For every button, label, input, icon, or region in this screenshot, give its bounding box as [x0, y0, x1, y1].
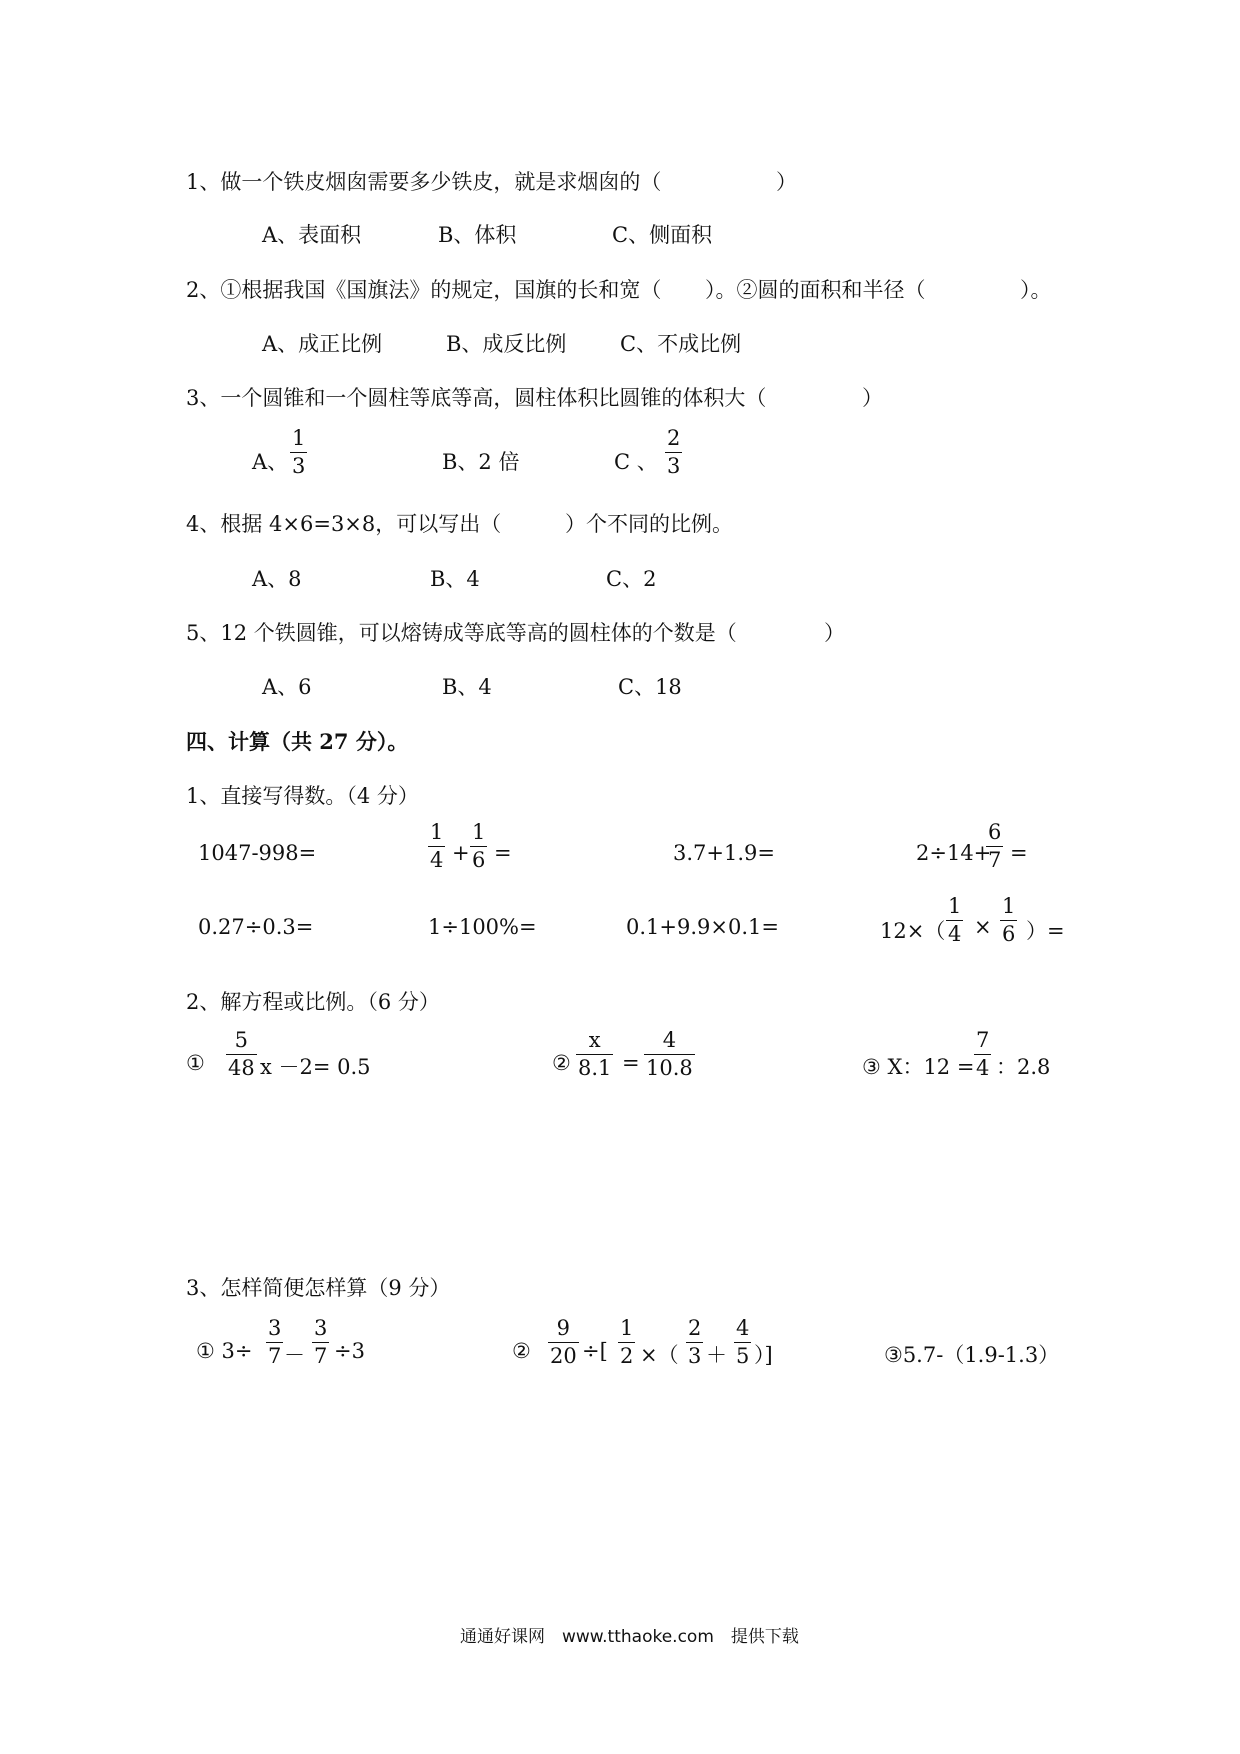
q1-option-b: B、体积: [438, 223, 517, 247]
numerator: 1: [948, 894, 962, 918]
footer-credit: 通通好课网 www.tthaoke.com 提供下载: [460, 1627, 799, 1647]
equation-2: [552, 1030, 752, 1094]
q3-stem: 3、一个圆锥和一个圆柱等底等高，圆柱体积比圆锥的体积大（: [186, 386, 767, 410]
q2-option-b: B、成反比例: [446, 332, 567, 356]
numerator: 1: [1002, 894, 1016, 918]
denominator: 20: [550, 1344, 577, 1368]
simplify-expression-2: [512, 1318, 802, 1382]
q5-option-b: B、4: [442, 675, 492, 699]
q2-option-a: A、成正比例: [262, 332, 383, 356]
numerator: 1: [292, 426, 306, 450]
circled-number-2: ②: [552, 1051, 571, 1075]
fraction-bar: [686, 1342, 703, 1343]
circled-number-1: ①: [186, 1051, 205, 1075]
numerator: 5: [234, 1028, 249, 1052]
fraction-bar: [644, 1054, 695, 1055]
q2-close: ）。: [1020, 278, 1052, 302]
denominator: 7: [988, 848, 1002, 872]
expression-prefix: ① 3÷: [196, 1339, 253, 1363]
fraction-x-over-8-1: [576, 1030, 613, 1079]
fraction-bar: [974, 1054, 991, 1055]
denominator: 3: [667, 454, 681, 478]
times-sign: ×: [974, 915, 992, 939]
denominator: 2: [620, 1344, 634, 1368]
calc-12-times-fractions: [880, 896, 1080, 956]
denominator: 6: [472, 848, 486, 872]
q5-close: ）: [824, 621, 845, 645]
part-3-title: 3、怎样简便怎样算（9 分）: [186, 1276, 451, 1300]
denominator: 7: [268, 1344, 282, 1368]
denominator: 4: [976, 1056, 990, 1080]
fraction-bar: [226, 1054, 257, 1055]
fraction-four-fifths: [734, 1318, 751, 1367]
numerator: x: [588, 1028, 601, 1052]
minus-sign: －: [284, 1343, 305, 1367]
fraction-three-sevenths: [266, 1318, 283, 1367]
denominator: 6: [1002, 922, 1016, 946]
calc-0-1-plus-9-9-times-0-1: 0.1+9.9×0.1=: [626, 915, 779, 939]
q2-option-c: C、不成比例: [620, 332, 742, 356]
numerator: 4: [736, 1316, 750, 1340]
q5-option-c: C、18: [618, 675, 682, 699]
fraction-bar: [576, 1054, 613, 1055]
numerator: 7: [976, 1028, 990, 1052]
divide-bracket: ÷[: [582, 1339, 608, 1363]
numerator: 3: [314, 1316, 328, 1340]
fraction-4-over-10-8: [644, 1030, 695, 1079]
numerator: 3: [268, 1316, 282, 1340]
numerator: 2: [688, 1316, 702, 1340]
fraction-bar: [734, 1342, 751, 1343]
calc-quarter-plus-sixth: [428, 822, 548, 882]
q3-option-b: B、2 倍: [442, 450, 520, 474]
fraction-bar: [470, 846, 487, 847]
calc-1-div-100-percent: 1÷100%=: [428, 915, 537, 939]
equals-sign: =: [494, 841, 512, 865]
equation-1: [186, 1030, 426, 1094]
fraction-two-thirds: [686, 1318, 703, 1367]
denominator: 3: [292, 454, 306, 478]
numerator: 9: [556, 1316, 571, 1340]
denominator: 48: [228, 1056, 255, 1080]
part-2-title: 2、解方程或比例。（6 分）: [186, 990, 440, 1014]
expression-suffix: ）=: [1026, 919, 1065, 943]
fraction-bar: [548, 1342, 579, 1343]
fraction-one-sixth: [470, 822, 487, 871]
expression-suffix: ÷3: [334, 1339, 365, 1363]
numerator: 1: [472, 820, 486, 844]
fraction-bar: [428, 846, 445, 847]
denominator: 4: [948, 922, 962, 946]
q5-option-a: A、6: [262, 675, 312, 699]
fraction-bar: [266, 1342, 283, 1343]
q1-option-a: A、表面积: [262, 223, 362, 247]
numerator: 6: [988, 820, 1002, 844]
fraction-bar: [986, 846, 1003, 847]
denominator: 3: [688, 1344, 702, 1368]
q4-close: ）个不同的比例。: [565, 512, 733, 536]
fraction-three-sevenths: [312, 1318, 329, 1367]
q3-option-c-fraction: [665, 428, 682, 477]
fraction-seven-quarters: [974, 1030, 991, 1079]
times-paren: ×（: [640, 1343, 679, 1367]
equation-suffix: ：2.8: [996, 1055, 1051, 1079]
plus-sign: ＋: [706, 1343, 727, 1367]
denominator: 4: [430, 848, 444, 872]
q1-answer-blank-close: ）: [776, 170, 797, 194]
simplify-expression-1: [196, 1318, 436, 1382]
numerator: 1: [430, 820, 444, 844]
expression-prefix: 2÷14+: [916, 841, 992, 865]
q4-stem: 4、根据 4×6=3×8，可以写出（: [186, 512, 502, 536]
equals-sign: =: [1010, 841, 1028, 865]
denominator: 5: [736, 1344, 750, 1368]
q2-stem: 2、①根据我国《国旗法》的规定，国旗的长和宽（: [186, 278, 662, 302]
equation-remainder: x －2= 0.5: [260, 1055, 371, 1079]
equals-sign: =: [622, 1051, 640, 1075]
calc-2-div-14-plus-six-sevenths: [916, 822, 1056, 882]
expression-suffix: ）]: [754, 1343, 773, 1367]
expression-prefix: 12×（: [880, 919, 946, 943]
fraction-one-quarter: [428, 822, 445, 871]
fraction-five-forty-eighths: [226, 1030, 257, 1079]
fraction-six-sevenths: [986, 822, 1003, 871]
part-1-title: 1、直接写得数。（4 分）: [186, 784, 419, 808]
q3-option-a-fraction: [290, 428, 307, 477]
fraction-bar: [618, 1342, 635, 1343]
q4-option-b: B、4: [430, 567, 480, 591]
fraction-bar: [290, 452, 307, 453]
circled-number-2: ②: [512, 1339, 531, 1363]
denominator: 8.1: [578, 1056, 612, 1080]
numerator: 4: [662, 1028, 677, 1052]
equation-prefix: ③ X：12 =: [862, 1055, 975, 1079]
q1-option-c: C、侧面积: [612, 223, 713, 247]
denominator: 7: [314, 1344, 328, 1368]
calc-0-27-div-0-3: 0.27÷0.3=: [198, 915, 314, 939]
q3-close: ）: [862, 386, 883, 410]
calc-3-7-plus-1-9: 3.7+1.9=: [673, 841, 775, 865]
numerator: 2: [667, 426, 681, 450]
q3-option-c-label: C 、: [614, 450, 658, 474]
fraction-bar: [1000, 920, 1017, 921]
fraction-one-sixth: [1000, 896, 1017, 945]
q1-stem: 1、做一个铁皮烟囱需要多少铁皮，就是求烟囱的（: [186, 170, 662, 194]
q4-option-c: C、2: [606, 567, 657, 591]
fraction-one-half: [618, 1318, 635, 1367]
section-4-heading: 四、计算（共 27 分）。: [186, 729, 409, 754]
plus-sign: +: [452, 841, 470, 865]
fraction-bar: [312, 1342, 329, 1343]
q4-option-a: A、8: [252, 567, 302, 591]
fraction-bar: [946, 920, 963, 921]
calc-1047-998: 1047-998=: [198, 841, 317, 865]
q3-option-a-label: A、: [252, 450, 289, 474]
fraction-bar: [665, 452, 682, 453]
denominator: 10.8: [646, 1056, 693, 1080]
simplify-expression-3: ③5.7-（1.9-1.3）: [884, 1343, 1060, 1367]
fraction-nine-twentieths: [548, 1318, 579, 1367]
equation-3: [862, 1030, 1082, 1094]
fraction-one-quarter: [946, 896, 963, 945]
numerator: 1: [620, 1316, 634, 1340]
q5-stem: 5、12 个铁圆锥，可以熔铸成等底等高的圆柱体的个数是（: [186, 621, 737, 645]
q2-mid: ）。②圆的面积和半径（: [705, 278, 926, 302]
